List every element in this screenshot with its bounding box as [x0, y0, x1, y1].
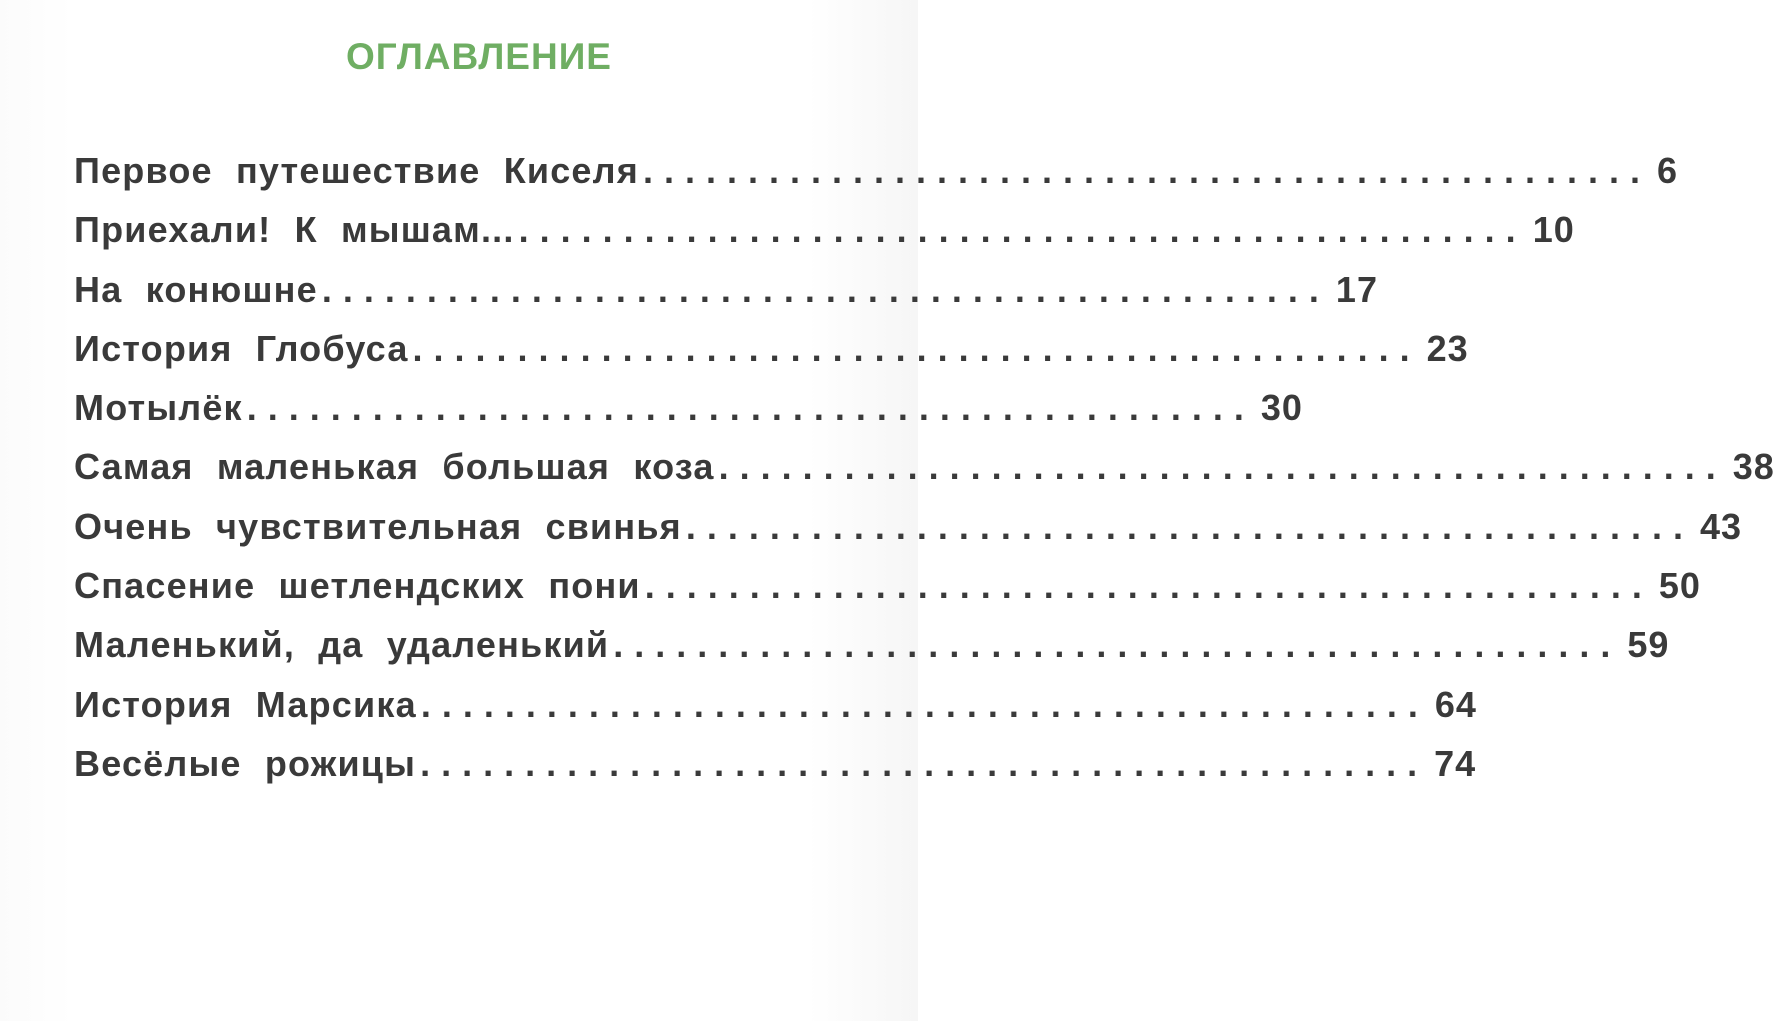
toc-entry: [74, 327, 1469, 387]
dot-leader: ................................................: [644, 565, 1653, 607]
dot-leader: ................................................: [420, 742, 1429, 784]
dot-leader: ................................................: [518, 209, 1527, 251]
dot-leader: ................................................: [685, 505, 1694, 547]
toc-entry: [74, 150, 1679, 209]
toc-entry-title: Первое путешествие Киселя: [74, 150, 639, 191]
dot-leader: ................................................: [642, 150, 1652, 191]
dot-leader: ................................................: [718, 446, 1727, 488]
toc-entry-title: История Глобуса: [74, 327, 409, 369]
dot-leader: ................................................: [321, 268, 1330, 310]
toc-list: [74, 150, 1775, 802]
toc-entry: [74, 742, 1477, 802]
toc-entry-page: 38: [1732, 446, 1775, 488]
toc-entry-page: 10: [1532, 209, 1575, 251]
dot-leader: ................................................: [412, 327, 1421, 369]
toc-entry-page: 6: [1657, 150, 1679, 191]
toc-entry-page: 74: [1434, 742, 1477, 784]
toc-heading: ОГЛАВЛЕНИЕ: [346, 36, 612, 77]
toc-entry-page: 64: [1434, 683, 1477, 725]
toc-entry-title: Мотылёк: [74, 387, 243, 429]
toc-entry-title: Приехали! К мышам...: [74, 209, 515, 251]
dot-leader: ................................................: [246, 387, 1255, 429]
toc-entry-title: Спасение шетлендских пони: [74, 565, 641, 607]
toc-entry-title: Самая маленькая большая коза: [74, 446, 715, 488]
dot-leader: ................................................: [420, 683, 1429, 725]
toc-entry-page: 23: [1426, 327, 1469, 369]
toc-entry-page: 59: [1627, 624, 1670, 666]
toc-entry-title: На конюшне: [74, 268, 318, 310]
toc-entry-title: Весёлые рожицы: [74, 742, 417, 784]
toc-entry-page: 17: [1335, 268, 1378, 310]
toc-entry: [74, 683, 1477, 743]
toc-entry: [74, 209, 1575, 268]
toc-entry: [74, 387, 1303, 446]
toc-entry: [74, 268, 1378, 328]
toc-entry: [74, 446, 1775, 505]
toc-entry-page: 30: [1260, 387, 1303, 429]
toc-entry-title: Маленький, да удаленький: [74, 624, 610, 666]
toc-entry: [74, 624, 1670, 683]
toc-entry-title: Очень чувствительная свинья: [74, 505, 682, 547]
toc-entry-title: История Марсика: [74, 683, 417, 725]
toc-entry: [74, 505, 1743, 565]
toc-entry-page: 50: [1658, 565, 1701, 607]
dot-leader: ................................................: [613, 624, 1622, 666]
toc-entry-page: 43: [1699, 505, 1743, 547]
toc-entry: [74, 565, 1701, 624]
